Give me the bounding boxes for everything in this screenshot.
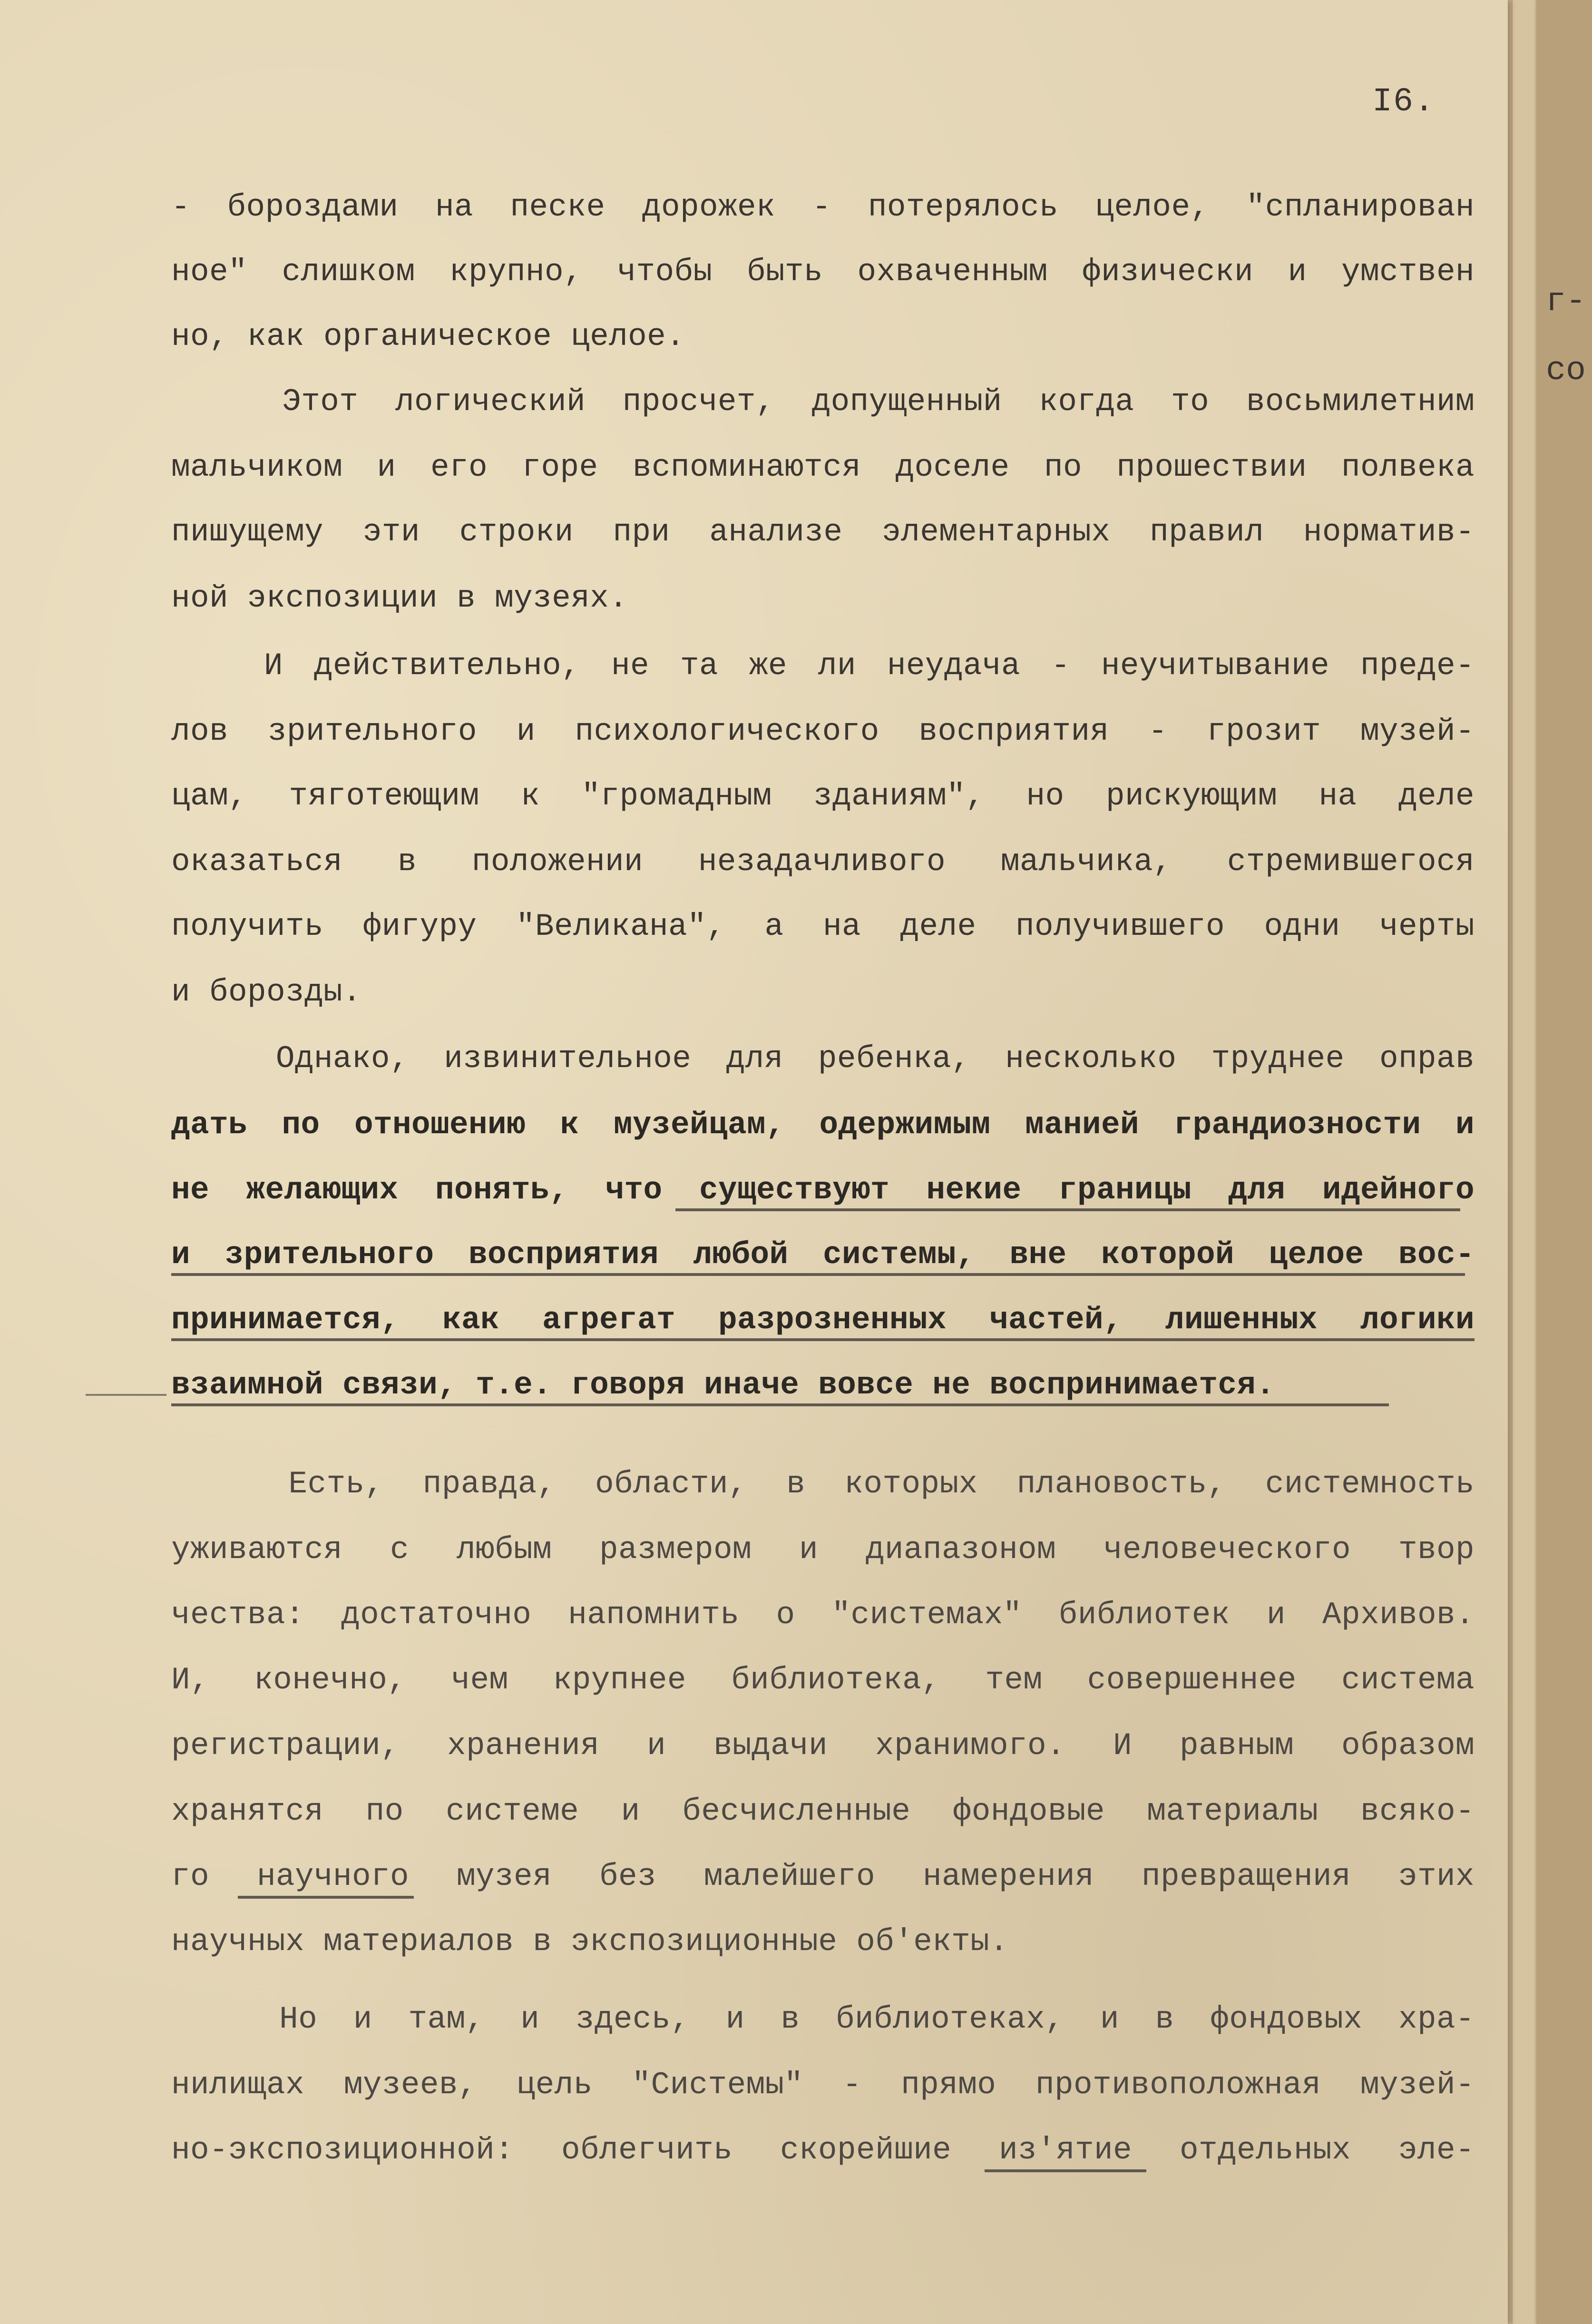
text-line: ной экспозиции в музеях. xyxy=(171,580,628,616)
text-line: лов зрительного и психологического восприятия - грозит музей- xyxy=(171,714,1475,749)
text-line: нилищах музеев, цель "Системы" - прямо противоположная музей- xyxy=(171,2067,1475,2103)
underlying-sheet xyxy=(1536,0,1592,2324)
text-line: оказаться в положении незадачливого мальчика, стремившегося xyxy=(171,844,1475,880)
underline-mark xyxy=(985,2169,1146,2172)
page-number: I6. xyxy=(1372,83,1436,121)
text-line: И, конечно, чем крупнее библиотека, тем совершеннее система xyxy=(171,1662,1475,1698)
text-line: и борозды. xyxy=(171,974,362,1010)
text-line: не желающих понять, что существуют некие границы для идейного xyxy=(171,1172,1475,1208)
text-line: дать по отношению к музейцам, одержимым манией грандиозности и xyxy=(171,1107,1475,1143)
text-line: цам, тяготеющим к "громадным зданиям", но рискующим на деле xyxy=(171,778,1475,814)
text-line: чества: достаточно напомнить о "системах" библиотек и Архивов. xyxy=(171,1597,1475,1633)
text-line: ное" слишком крупно, чтобы быть охваченным физически и умствен xyxy=(171,254,1475,290)
text-line: взаимной связи, т.е. говоря иначе вовсе не воспринимается. xyxy=(171,1367,1275,1403)
text-line: но, как органическое целое. xyxy=(171,319,685,354)
text-line: Этот логический просчет, допущенный когда то восьмилетним xyxy=(171,384,1475,420)
text-line: принимается, как агрегат разрозненных частей, лишенных логики xyxy=(171,1302,1475,1338)
underline-mark xyxy=(675,1208,1460,1211)
text-line: Но и там, и здесь, и в библиотеках, и в фондовых хра- xyxy=(171,2001,1475,2037)
text-line: уживаются с любым размером и диапазоном человеческого твор xyxy=(171,1532,1475,1568)
text-line: хранятся по системе и бесчисленные фондовые материалы всяко- xyxy=(171,1794,1475,1829)
edge-text-fragment: со xyxy=(1546,352,1586,390)
text-line: Есть, правда, области, в которых плановость, системность xyxy=(171,1466,1475,1502)
underline-mark xyxy=(171,1338,1475,1341)
text-line: пишущему эти строки при анализе элементарных правил норматив- xyxy=(171,514,1475,550)
text-line: но-экспозиционной: облегчить скорейшие из'ятие отдельных эле- xyxy=(171,2132,1475,2168)
margin-mark xyxy=(86,1394,166,1396)
text-line: мальчиком и его горе вспоминаются доселе по прошествии полвека xyxy=(171,450,1475,485)
text-line: И действительно, не та же ли неудача - неучитывание преде- xyxy=(171,648,1475,684)
text-line: го научного музея без малейшего намерения превращения этих xyxy=(171,1859,1475,1894)
underline-mark xyxy=(171,1273,1465,1276)
text-line: регистрации, хранения и выдачи хранимого. И равным образом xyxy=(171,1728,1475,1764)
text-line: научных материалов в экспозиционные об'екты. xyxy=(171,1924,1009,1960)
text-line: Однако, извинительное для ребенка, несколько труднее оправ xyxy=(171,1041,1475,1077)
underline-mark xyxy=(238,1896,414,1899)
text-line: - бороздами на песке дорожек - потерялось целое, "спланирован xyxy=(171,189,1475,225)
edge-text-fragment: г- xyxy=(1546,283,1586,321)
text-line: получить фигуру "Великана", а на деле получившего одни черты xyxy=(171,909,1475,944)
underline-mark xyxy=(171,1403,1389,1406)
text-line: и зрительного восприятия любой системы, вне которой целое вос- xyxy=(171,1237,1475,1273)
